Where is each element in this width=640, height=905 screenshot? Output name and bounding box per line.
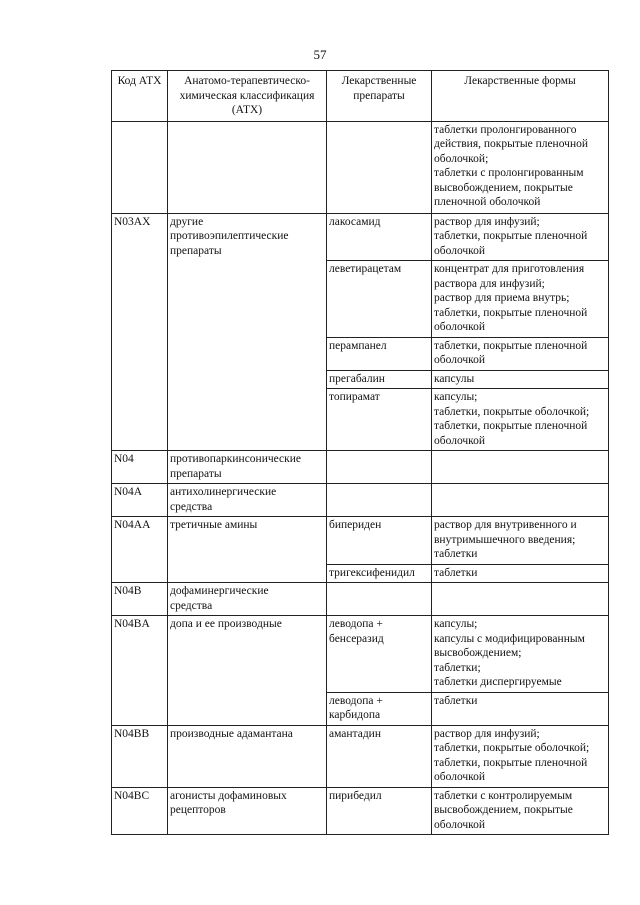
forms-cell: капсулы; таблетки, покрытые оболочкой; таблетки, покрытые пленочной оболочкой xyxy=(432,389,609,451)
header-drugs: Лекарственные препараты xyxy=(327,71,432,122)
code-cell: N04B xyxy=(112,583,168,616)
drug-cell: лакосамид xyxy=(327,213,432,261)
forms-cell: раствор для инфузий; таблетки, покрытые оболочкой; таблетки, покрытые пленочной оболочкой xyxy=(432,725,609,787)
forms-cell: таблетки пролонгированного действия, покрытые пленочной оболочкой; таблетки с пролонгированным высвобождением, покрытые пленочной оболочкой xyxy=(432,121,609,213)
drug-cell xyxy=(327,583,432,616)
classification-cell xyxy=(168,121,327,213)
drug-cell: леводопа + карбидопа xyxy=(327,692,432,725)
code-cell: N04AA xyxy=(112,517,168,583)
table-row xyxy=(112,121,609,213)
classification-cell: допа и ее производные xyxy=(168,616,327,726)
forms-cell: таблетки xyxy=(432,692,609,725)
drug-cell: топирамат xyxy=(327,389,432,451)
header-classification: Анатомо-терапевтическо- химическая классификация (АТХ) xyxy=(168,71,327,122)
table-row xyxy=(112,451,609,484)
drug-cell xyxy=(327,484,432,517)
classification-cell: антихолинергические средства xyxy=(168,484,327,517)
classification-cell: другие противоэпилептические препараты xyxy=(168,213,327,451)
forms-cell xyxy=(432,484,609,517)
drug-cell: пирибедил xyxy=(327,787,432,835)
page-number: 57 xyxy=(313,47,327,62)
forms-cell: таблетки xyxy=(432,564,609,583)
drug-cell xyxy=(327,451,432,484)
table-row xyxy=(112,583,609,616)
drug-cell: леводопа + бенсеразид xyxy=(327,616,432,693)
code-cell: N04A xyxy=(112,484,168,517)
code-cell: N04 xyxy=(112,451,168,484)
code-cell: N04BA xyxy=(112,616,168,726)
table-row xyxy=(112,517,609,565)
classification-cell: противопаркинсонические препараты xyxy=(168,451,327,484)
table-row xyxy=(112,725,609,787)
code-cell: N03AX xyxy=(112,213,168,451)
forms-cell: раствор для внутривенного и внутримышечного введения; таблетки xyxy=(432,517,609,565)
table-header-row xyxy=(112,71,609,122)
forms-cell: концентрат для приготовления раствора для инфузий; раствор для приема внутрь; таблетки, покрытые пленочной оболочкой xyxy=(432,261,609,338)
forms-cell: капсулы xyxy=(432,370,609,389)
forms-cell xyxy=(432,583,609,616)
table-row xyxy=(112,484,609,517)
forms-cell: таблетки, покрытые пленочной оболочкой xyxy=(432,337,609,370)
code-cell: N04BB xyxy=(112,725,168,787)
classification-cell: агонисты дофаминовых рецепторов xyxy=(168,787,327,835)
drug-cell: перампанел xyxy=(327,337,432,370)
drug-cell: бипериден xyxy=(327,517,432,565)
drug-cell: амантадин xyxy=(327,725,432,787)
classification-cell: дофаминергические средства xyxy=(168,583,327,616)
header-code: Код АТХ xyxy=(112,71,168,122)
classification-cell: третичные амины xyxy=(168,517,327,583)
code-cell: N04BC xyxy=(112,787,168,835)
header-forms: Лекарственные формы xyxy=(432,71,609,122)
forms-cell: таблетки с контролируемым высвобождением, покрытые оболочкой xyxy=(432,787,609,835)
forms-cell: капсулы; капсулы с модифицированным высвобождением; таблетки; таблетки диспергируемые xyxy=(432,616,609,693)
drug-cell: тригексифенидил xyxy=(327,564,432,583)
table-row xyxy=(112,787,609,835)
atc-table xyxy=(111,70,609,835)
table-row xyxy=(112,616,609,693)
drug-cell: прегабалин xyxy=(327,370,432,389)
classification-cell: производные адамантана xyxy=(168,725,327,787)
drug-cell xyxy=(327,121,432,213)
forms-cell xyxy=(432,451,609,484)
table-row xyxy=(112,213,609,261)
forms-cell: раствор для инфузий; таблетки, покрытые пленочной оболочкой xyxy=(432,213,609,261)
drug-cell: леветирацетам xyxy=(327,261,432,338)
code-cell xyxy=(112,121,168,213)
